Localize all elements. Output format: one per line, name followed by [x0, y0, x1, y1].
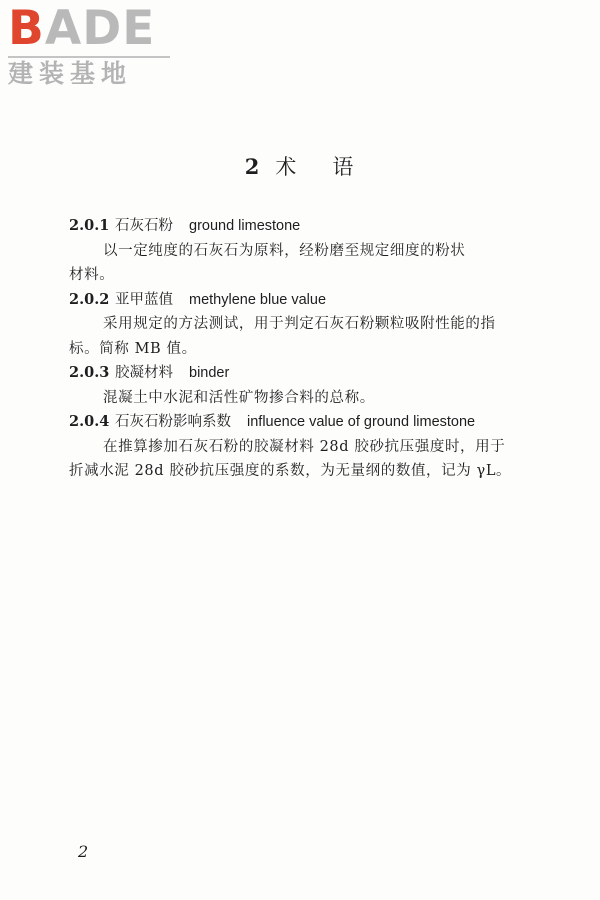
term-number: 2.0.4 [69, 413, 110, 430]
term-definition [69, 239, 549, 288]
term-heading [69, 410, 549, 435]
term-heading [69, 214, 549, 239]
term-definition [69, 386, 549, 411]
bade-logo [8, 1, 178, 90]
term-chinese: 石灰石粉 [115, 218, 173, 234]
definition-line: 折减水泥 28d 胶砂抗压强度的系数，为无量纲的数值，记为 γL。 [69, 463, 512, 479]
term-heading [69, 361, 549, 386]
term-english: influence value of ground limestone [247, 414, 476, 430]
definition-line: 采用规定的方法测试，用于判定石灰石粉颗粒吸附性能的指 [103, 316, 496, 332]
definition-line: 材料。 [69, 267, 115, 283]
term-number: 2.0.1 [69, 217, 110, 234]
definition-line: 标。简称 MB 值。 [69, 340, 197, 357]
terms-list [69, 214, 549, 484]
term-entry [69, 288, 549, 362]
term-entry [69, 214, 549, 288]
term-chinese: 胶凝材料 [115, 365, 173, 381]
term-entry [69, 410, 549, 484]
logo-subtitle: 建装基地 [8, 59, 133, 88]
term-chinese: 石灰石粉影响系数 [115, 414, 231, 430]
term-number: 2.0.3 [69, 364, 110, 381]
chapter-title-char-1: 术 [275, 155, 299, 179]
page-number: 2 [78, 842, 89, 861]
term-entry [69, 361, 549, 410]
chapter-title-char-2: 语 [332, 155, 356, 179]
definition-line: 混凝土中水泥和活性矿物掺合料的总称。 [103, 389, 375, 406]
definition-line: 在推算掺加石灰石粉的胶凝材料 28d 胶砂抗压强度时，用于 [103, 438, 506, 455]
term-heading [69, 288, 549, 313]
term-english: ground limestone [189, 218, 301, 234]
definition-line: 以一定纯度的石灰石为原料，经粉磨至规定细度的粉状 [103, 242, 466, 259]
term-definition [69, 312, 549, 361]
term-english: binder [189, 365, 230, 381]
logo-wordmark: BADE [8, 1, 156, 56]
term-definition [69, 435, 549, 484]
term-english: methylene blue value [189, 291, 327, 308]
chapter-number: 2 [244, 154, 262, 179]
term-number: 2.0.2 [69, 290, 110, 308]
term-chinese: 亚甲蓝值 [115, 291, 173, 308]
chapter-title [0, 151, 600, 181]
